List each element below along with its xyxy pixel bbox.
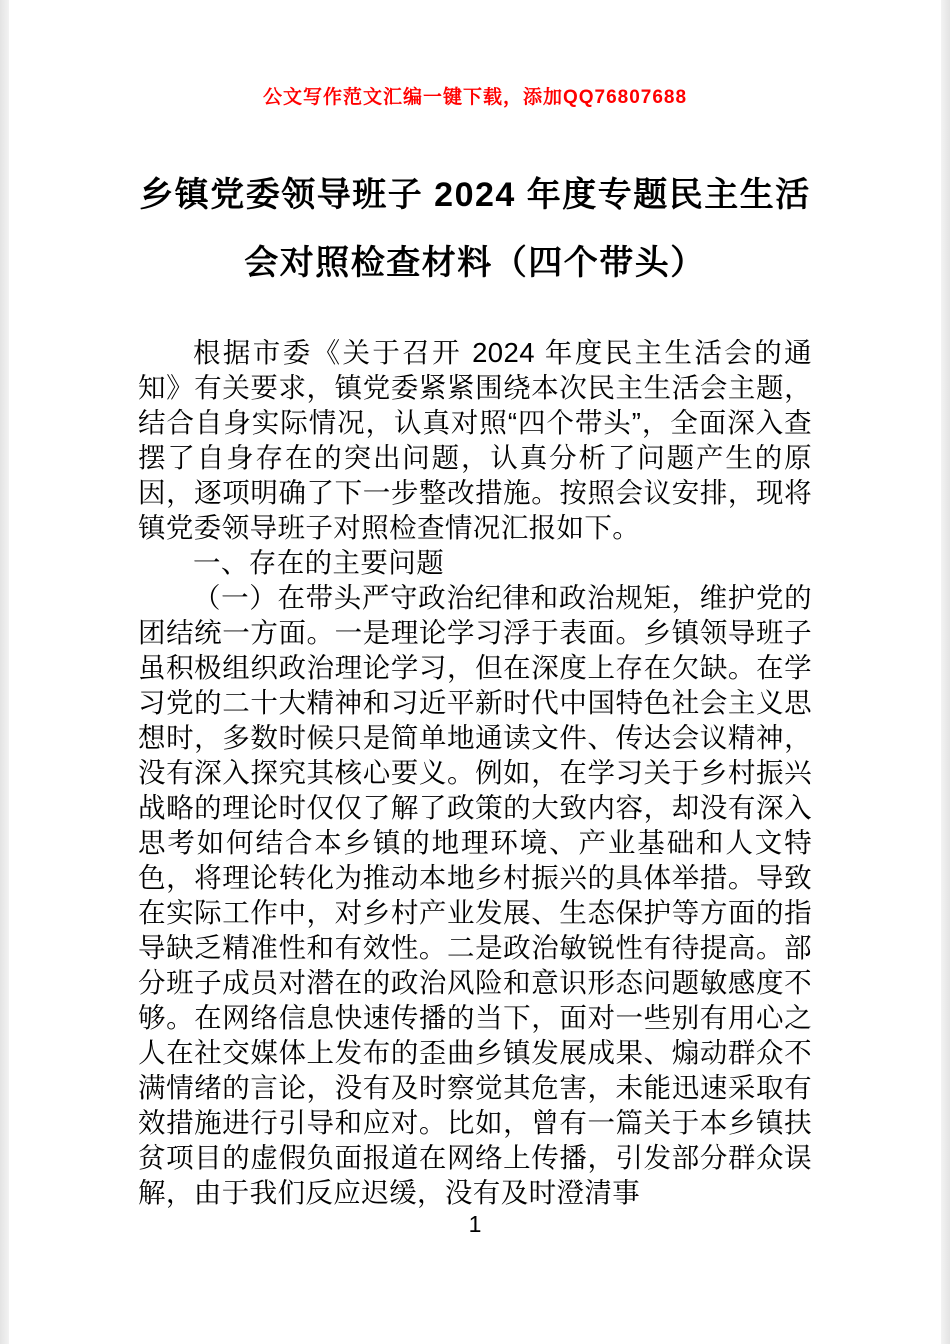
promo-notice: 公文写作范文汇编一键下载，添加QQ76807688 [262,87,688,108]
page-edge-left [0,0,9,1344]
document-body [0,335,950,1210]
body-paragraph-1: 根据市委《关于召开 2024 年度民主生活会的通知》有关要求，镇党委紧紧围绕本次民主生活会主题，结合自身实际情况，认真对照“四个带头”，全面深入查摆了自身存在的突出问题，认真分析了问题产生的原因，逐项明确了下一步整改措施。按照会议安排，现将镇党委领导班子对照检查情况汇报如下。 [138,337,812,543]
title-line-1: 乡镇党委领导班子 2024 年度专题民主生活 [139,176,811,214]
page-edge-right [941,0,950,1344]
document-title [0,161,950,297]
title-line-2: 会对照检查材料（四个带头） [244,244,706,282]
body-paragraph-2: （一）在带头严守政治纪律和政治规矩，维护党的团结统一方面。一是理论学习浮于表面。乡镇领导班子虽积极组织政治理论学习，但在深度上存在欠缺。在学习党的二十大精神和习近平新时代中国特色社会主义思想时，多数时候只是简单地通读文件、传达会议精神，没有深入探究其核心要义。例如，在学习关于乡村振兴战略的理论时仅仅了解了政策的大致内容，却没有深入思考如何结合本乡镇的地理环境、产业基础和人文特色，将理论转化为推动本地乡村振兴的具体举措。导致在实际工作中，对乡村产业发展、生态保护等方面的指导缺乏精准性和有效性。二是政治敏锐性有待提高。部分班子成员对潜在的政治风险和意识形态问题敏感度不够。在网络信息快速传播的当下，面对一些别有用心之人在社交媒体上发布的歪曲乡镇发展成果、煽动群众不满情绪的言论，没有及时察觉其危害，未能迅速采取有效措施进行引导和应对。比如，曾有一篇关于本乡镇扶贫项目的虚假负面报道在网络上传播，引发部分群众误解，由于我们反应迟缓，没有及时澄清事 [138,582,812,1208]
page-number: 1 [468,1211,482,1237]
section-heading-1: 一、存在的主要问题 [193,547,445,578]
